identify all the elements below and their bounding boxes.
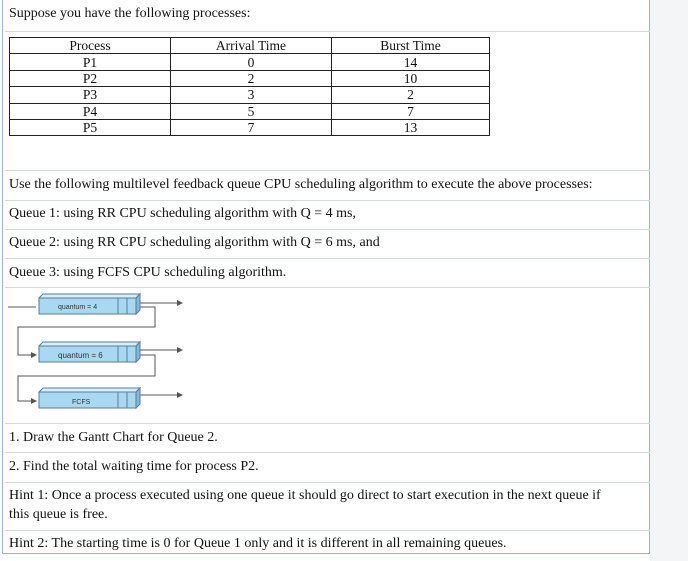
- queue-2-text: Queue 2: using RR CPU scheduling algorithm with Q = 6 ms, and: [9, 235, 380, 250]
- hint-2-text: Hint 2: The starting time is 0 for Queue 1 only and it is different in all remaining queues.: [9, 536, 507, 551]
- table-header-row: [10, 38, 490, 54]
- hint-1-text: Hint 1: Once a process executed using one queue it should go direct to start execution in the next queue if: [9, 488, 601, 503]
- process-table: [9, 37, 490, 136]
- column-header-arrival-time: Arrival Time: [171, 38, 332, 54]
- table-cell: 7: [332, 103, 490, 119]
- question-panel: [2, 0, 650, 554]
- table-cell: 5: [171, 103, 332, 119]
- intro-text: Suppose you have the following processes:: [9, 6, 251, 21]
- multilevel-queue-diagram: [6, 288, 191, 416]
- table-row: [10, 54, 490, 70]
- table-cell: P5: [10, 119, 171, 135]
- table-cell: 7: [171, 119, 332, 135]
- divider: [5, 423, 651, 424]
- hint-1-continuation-text: this queue is free.: [9, 507, 108, 522]
- table-cell: 0: [171, 54, 332, 70]
- divider: [5, 229, 651, 230]
- table-cell: P1: [10, 54, 171, 70]
- table-cell: 2: [332, 87, 490, 103]
- table-cell: 3: [171, 87, 332, 103]
- divider: [5, 31, 651, 32]
- table-cell: P4: [10, 103, 171, 119]
- column-header-burst-time: Burst Time: [332, 38, 490, 54]
- table-cell: 13: [332, 119, 490, 135]
- table-row: [10, 103, 490, 119]
- divider: [5, 530, 651, 531]
- divider: [5, 200, 651, 201]
- table-cell: P2: [10, 70, 171, 86]
- table-cell: 2: [171, 70, 332, 86]
- table-cell: P3: [10, 87, 171, 103]
- table-row: [10, 70, 490, 86]
- divider: [5, 452, 651, 453]
- table-cell: 14: [332, 54, 490, 70]
- question-2-text: 2. Find the total waiting time for process P2.: [9, 459, 259, 474]
- queue-3-label: FCFS: [72, 399, 91, 406]
- divider: [5, 258, 651, 259]
- instruction-text: Use the following multilevel feedback queue CPU scheduling algorithm to execute the above processes:: [9, 177, 593, 192]
- queue-2-label: quantum = 6: [58, 351, 103, 360]
- queue-1-label: quantum = 4: [58, 304, 98, 311]
- table-row: [10, 87, 490, 103]
- side-panel: [650, 0, 688, 561]
- queue-3-text: Queue 3: using FCFS CPU scheduling algorithm.: [9, 265, 287, 280]
- queue-1-text: Queue 1: using RR CPU scheduling algorithm with Q = 4 ms,: [9, 206, 356, 221]
- table-cell: 10: [332, 70, 490, 86]
- divider: [5, 482, 651, 483]
- column-header-process: Process: [10, 38, 171, 54]
- question-1-text: 1. Draw the Gantt Chart for Queue 2.: [9, 430, 218, 445]
- table-row: [10, 119, 490, 135]
- divider: [5, 170, 651, 171]
